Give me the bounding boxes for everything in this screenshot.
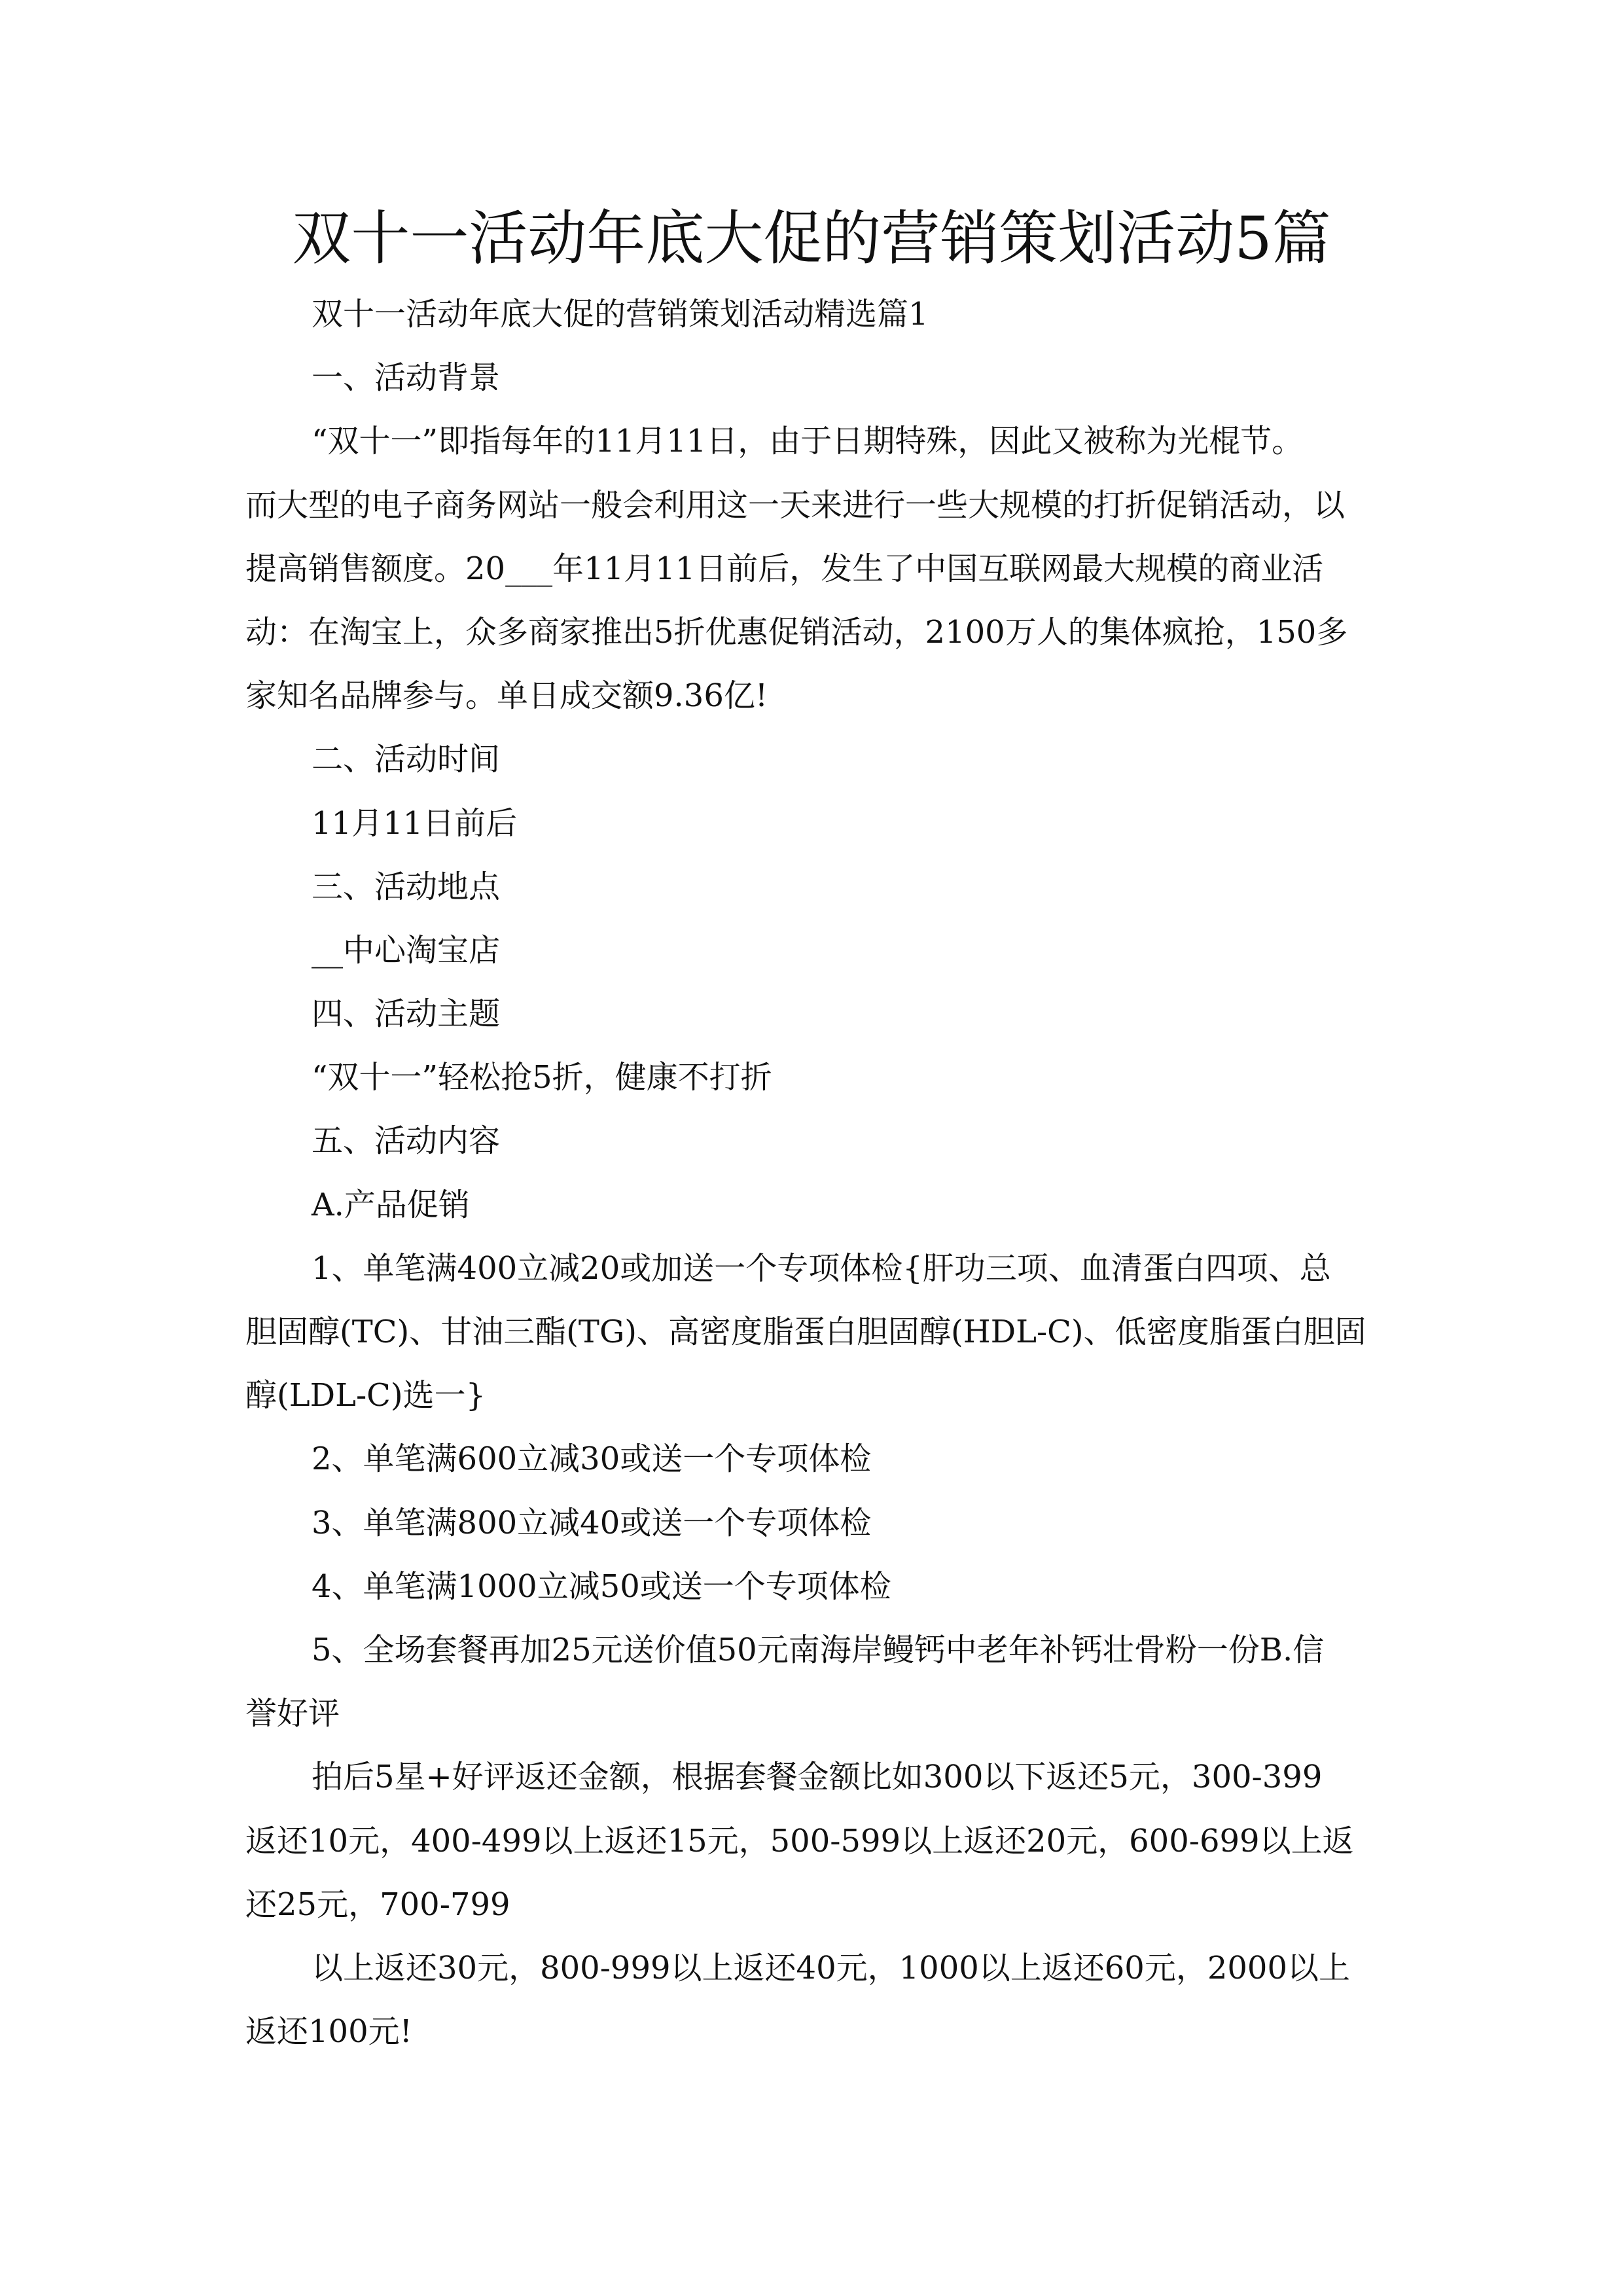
text-line: 提高销售额度。20___年11月11日前后，发生了中国互联网最大规模的商业活 bbox=[245, 550, 1324, 587]
text-line: 家知名品牌参与。单日成交额9.36亿! bbox=[245, 677, 768, 715]
text-line: 拍后5星+好评返还金额，根据套餐金额比如300以下返还5元，300-399 bbox=[312, 1759, 1323, 1796]
heading-background: 一、活动背景 bbox=[312, 359, 501, 397]
text-line: “双十一”即指每年的11月11日，由于日期特殊，因此又被称为光棍节。 bbox=[312, 423, 1304, 460]
text-line: 3、单笔满800立减40或送一个专项体检 bbox=[312, 1504, 872, 1541]
text-line: 胆固醇(TC)、甘油三酯(TG)、高密度脂蛋白胆固醇(HDL-C)、低密度脂蛋白胆固 bbox=[245, 1314, 1366, 1350]
text-line: 2、单笔满600立减30或送一个专项体检 bbox=[312, 1441, 872, 1478]
text-line: 以上返还30元，800-999以上返还40元，1000以上返还60元，2000以上 bbox=[312, 1949, 1351, 1986]
text-line: 还25元，700-799 bbox=[245, 1886, 510, 1923]
heading-location: 三、活动地点 bbox=[312, 868, 501, 905]
heading-time: 二、活动时间 bbox=[312, 741, 501, 778]
heading-content: 五、活动内容 bbox=[312, 1122, 501, 1160]
text-line: “双十一”轻松抢5折，健康不打折 bbox=[312, 1059, 772, 1096]
section-subtitle: 双十一活动年底大促的营销策划活动精选篇1 bbox=[312, 296, 929, 332]
text-line: 誉好评 bbox=[245, 1695, 340, 1732]
text-line: 返还100元! bbox=[245, 2013, 412, 2051]
text-line: 返还10元，400-499以上返还15元，500-599以上返还20元，600-699以上返 bbox=[245, 1822, 1354, 1859]
text-line: 1、单笔满400立减20或加送一个专项体检{肝功三项、血清蛋白四项、总 bbox=[312, 1249, 1331, 1287]
document-body bbox=[245, 283, 1378, 2064]
heading-theme: 四、活动主题 bbox=[312, 996, 501, 1033]
subheading-promotion: A.产品促销 bbox=[312, 1186, 470, 1223]
text-line: 4、单笔满1000立减50或送一个专项体检 bbox=[312, 1568, 891, 1605]
text-line: 而大型的电子商务网站一般会利用这一天来进行一些大规模的打折促销活动，以 bbox=[245, 486, 1346, 524]
document-title: 双十一活动年底大促的营销策划活动5篇 bbox=[292, 204, 1331, 273]
text-line: 5、全场套餐再加25元送价值50元南海岸鳗钙中老年补钙壮骨粉一份B.信 bbox=[312, 1631, 1325, 1668]
text-line: 醇(LDL-C)选一} bbox=[245, 1377, 486, 1414]
text-line: 动：在淘宝上，众多商家推出5折优惠促销活动，2100万人的集体疯抢，150多 bbox=[245, 613, 1348, 651]
text-line: __中心淘宝店 bbox=[312, 931, 501, 969]
text-line: 11月11日前后 bbox=[312, 804, 518, 842]
